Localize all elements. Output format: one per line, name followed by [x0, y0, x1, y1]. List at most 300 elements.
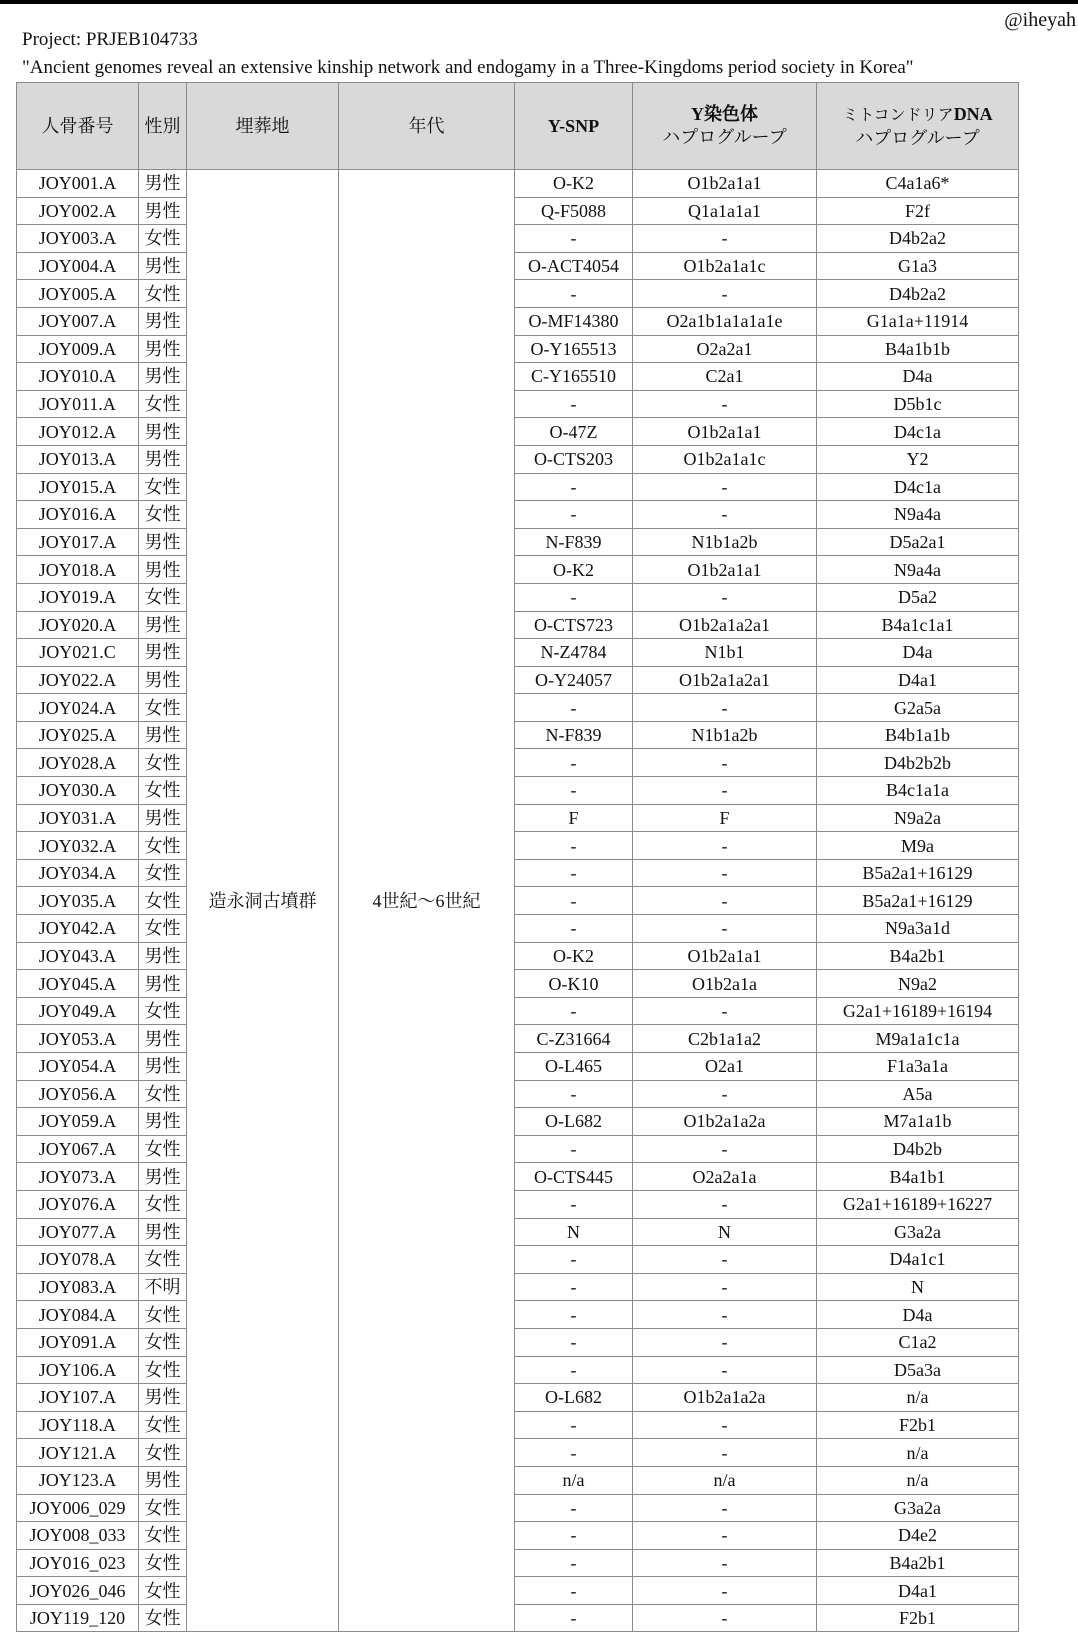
cell-mt-haplogroup: D4a: [817, 363, 1019, 391]
cell-sex: 女性: [139, 1328, 187, 1356]
cell-y-snp: -: [515, 1494, 633, 1522]
cell-mt-haplogroup: G3a2a: [817, 1494, 1019, 1522]
cell-mt-haplogroup: D4a1: [817, 1577, 1019, 1605]
cell-y-haplogroup: -: [633, 1604, 817, 1632]
cell-sex: 女性: [139, 1494, 187, 1522]
cell-y-snp: -: [515, 390, 633, 418]
cell-sex: 男性: [139, 363, 187, 391]
cell-mt-haplogroup: G3a2a: [817, 1218, 1019, 1246]
cell-mt-haplogroup: C4a1a6*: [817, 170, 1019, 198]
cell-sex: 女性: [139, 1135, 187, 1163]
cell-mt-haplogroup: n/a: [817, 1439, 1019, 1467]
cell-sex: 女性: [139, 694, 187, 722]
cell-y-haplogroup: -: [633, 859, 817, 887]
cell-specimen-id: JOY123.A: [17, 1466, 139, 1494]
cell-y-snp: -: [515, 915, 633, 943]
cell-y-haplogroup: -: [633, 1246, 817, 1274]
cell-sex: 女性: [139, 280, 187, 308]
cell-sex: 男性: [139, 639, 187, 667]
col-header-y-snp: Y-SNP: [515, 83, 633, 170]
cell-specimen-id: JOY031.A: [17, 804, 139, 832]
cell-y-snp: O-K2: [515, 942, 633, 970]
cell-mt-haplogroup: n/a: [817, 1384, 1019, 1412]
table-row: [17, 583, 1019, 611]
cell-y-haplogroup: -: [633, 1328, 817, 1356]
table-row: [17, 1604, 1019, 1632]
cell-y-haplogroup: -: [633, 997, 817, 1025]
cell-y-snp: -: [515, 1246, 633, 1274]
cell-y-snp: O-Y24057: [515, 666, 633, 694]
cell-y-snp: -: [515, 887, 633, 915]
cell-specimen-id: JOY025.A: [17, 721, 139, 749]
cell-sex: 男性: [139, 611, 187, 639]
table-row: [17, 1108, 1019, 1136]
cell-specimen-id: JOY073.A: [17, 1163, 139, 1191]
table-row: [17, 1053, 1019, 1081]
cell-sex: 女性: [139, 583, 187, 611]
cell-sex: 男性: [139, 970, 187, 998]
table-row: [17, 1577, 1019, 1605]
cell-sex: 女性: [139, 997, 187, 1025]
cell-mt-haplogroup: M9a: [817, 832, 1019, 860]
cell-specimen-id: JOY107.A: [17, 1384, 139, 1412]
cell-specimen-id: JOY011.A: [17, 390, 139, 418]
cell-specimen-id: JOY076.A: [17, 1190, 139, 1218]
cell-sex: 女性: [139, 225, 187, 253]
table-row: [17, 390, 1019, 418]
cell-y-snp: O-CTS203: [515, 445, 633, 473]
table-row: [17, 528, 1019, 556]
cell-sex: 女性: [139, 1604, 187, 1632]
cell-y-snp: -: [515, 1273, 633, 1301]
cell-y-snp: C-Y165510: [515, 363, 633, 391]
table-row: [17, 501, 1019, 529]
table-row: [17, 363, 1019, 391]
cell-y-haplogroup: N1b1a2b: [633, 721, 817, 749]
cell-specimen-id: JOY016_023: [17, 1549, 139, 1577]
cell-y-snp: n/a: [515, 1466, 633, 1494]
cell-sex: 男性: [139, 418, 187, 446]
cell-specimen-id: JOY119_120: [17, 1604, 139, 1632]
cell-mt-haplogroup: F2b1: [817, 1604, 1019, 1632]
cell-y-snp: -: [515, 1522, 633, 1550]
cell-mt-haplogroup: B4a2b1: [817, 942, 1019, 970]
cell-y-snp: O-CTS723: [515, 611, 633, 639]
cell-specimen-id: JOY042.A: [17, 915, 139, 943]
cell-y-snp: -: [515, 1604, 633, 1632]
cell-y-snp: -: [515, 1577, 633, 1605]
cell-y-snp: N-F839: [515, 528, 633, 556]
table-row: [17, 915, 1019, 943]
cell-sex: 女性: [139, 1522, 187, 1550]
cell-y-haplogroup: O1b2a1a2a1: [633, 666, 817, 694]
project-id: Project: PRJEB104733: [22, 29, 198, 50]
cell-sex: 男性: [139, 1025, 187, 1053]
cell-y-haplogroup: -: [633, 777, 817, 805]
cell-mt-haplogroup: B5a2a1+16129: [817, 859, 1019, 887]
cell-y-haplogroup: O1b2a1a1: [633, 418, 817, 446]
cell-mt-haplogroup: D4b2b: [817, 1135, 1019, 1163]
cell-sex: 女性: [139, 1301, 187, 1329]
cell-sex: 男性: [139, 1163, 187, 1191]
cell-sex: 女性: [139, 859, 187, 887]
col-header-y-haplogroup-line1: Y染色体: [691, 104, 758, 124]
cell-mt-haplogroup: D4b2a2: [817, 225, 1019, 253]
table-row: [17, 749, 1019, 777]
cell-y-snp: -: [515, 1190, 633, 1218]
cell-specimen-id: JOY001.A: [17, 170, 139, 198]
cell-y-snp: O-Y165513: [515, 335, 633, 363]
cell-sex: 男性: [139, 721, 187, 749]
cell-mt-haplogroup: D4e2: [817, 1522, 1019, 1550]
col-header-specimen-id: 人骨番号: [17, 83, 139, 170]
cell-y-snp: -: [515, 1328, 633, 1356]
cell-mt-haplogroup: D5a2: [817, 583, 1019, 611]
col-header-mt-line2: ハプログループ: [855, 127, 980, 148]
cell-specimen-id: JOY003.A: [17, 225, 139, 253]
cell-specimen-id: JOY012.A: [17, 418, 139, 446]
table-row: [17, 225, 1019, 253]
cell-mt-haplogroup: B4a1c1a1: [817, 611, 1019, 639]
table-row: [17, 804, 1019, 832]
cell-y-haplogroup: N1b1: [633, 639, 817, 667]
cell-y-haplogroup: O1b2a1a2a1: [633, 611, 817, 639]
cell-y-snp: O-CTS445: [515, 1163, 633, 1191]
cell-y-haplogroup: O1b2a1a2a: [633, 1384, 817, 1412]
cell-y-haplogroup: -: [633, 749, 817, 777]
cell-y-haplogroup: -: [633, 1135, 817, 1163]
cell-sex: 女性: [139, 1080, 187, 1108]
cell-mt-haplogroup: D5a3a: [817, 1356, 1019, 1384]
table-row: [17, 639, 1019, 667]
cell-specimen-id: JOY121.A: [17, 1439, 139, 1467]
table-row: [17, 1549, 1019, 1577]
cell-mt-haplogroup: G1a3: [817, 252, 1019, 280]
table-row: [17, 611, 1019, 639]
table-row: [17, 970, 1019, 998]
cell-mt-haplogroup: B4b1a1b: [817, 721, 1019, 749]
author-handle: @iheyah: [1004, 9, 1076, 31]
cell-sex: 男性: [139, 307, 187, 335]
col-header-y-haplogroup: [633, 83, 817, 170]
cell-specimen-id: JOY020.A: [17, 611, 139, 639]
cell-y-haplogroup: O1b2a1a2a: [633, 1108, 817, 1136]
cell-specimen-id: JOY056.A: [17, 1080, 139, 1108]
cell-y-snp: -: [515, 1301, 633, 1329]
cell-specimen-id: JOY034.A: [17, 859, 139, 887]
cell-y-haplogroup: O1b2a1a: [633, 970, 817, 998]
cell-mt-haplogroup: D4a1c1: [817, 1246, 1019, 1274]
cell-y-haplogroup: -: [633, 1080, 817, 1108]
table-row: [17, 1439, 1019, 1467]
cell-sex: 女性: [139, 1246, 187, 1274]
cell-y-haplogroup: -: [633, 390, 817, 418]
cell-y-haplogroup: -: [633, 1577, 817, 1605]
cell-sex: 男性: [139, 1384, 187, 1412]
cell-specimen-id: JOY015.A: [17, 473, 139, 501]
cell-mt-haplogroup: B4a1b1: [817, 1163, 1019, 1191]
cell-mt-haplogroup: F1a3a1a: [817, 1053, 1019, 1081]
top-border: [0, 0, 1078, 4]
cell-y-haplogroup: -: [633, 1522, 817, 1550]
cell-specimen-id: JOY016.A: [17, 501, 139, 529]
cell-mt-haplogroup: Y2: [817, 445, 1019, 473]
cell-specimen-id: JOY005.A: [17, 280, 139, 308]
col-header-period: 年代: [339, 83, 515, 170]
cell-specimen-id: JOY030.A: [17, 777, 139, 805]
cell-specimen-id: JOY083.A: [17, 1273, 139, 1301]
cell-y-haplogroup: n/a: [633, 1466, 817, 1494]
cell-specimen-id: JOY013.A: [17, 445, 139, 473]
table-row: [17, 1384, 1019, 1412]
table-row: [17, 1522, 1019, 1550]
cell-mt-haplogroup: D4a: [817, 639, 1019, 667]
cell-y-haplogroup: O1b2a1a1c: [633, 252, 817, 280]
cell-mt-haplogroup: N9a2: [817, 970, 1019, 998]
cell-y-haplogroup: O2a2a1a: [633, 1163, 817, 1191]
table-row: [17, 777, 1019, 805]
table-row: [17, 721, 1019, 749]
table-row: [17, 1163, 1019, 1191]
table-row: [17, 694, 1019, 722]
cell-mt-haplogroup: N9a4a: [817, 501, 1019, 529]
cell-specimen-id: JOY022.A: [17, 666, 139, 694]
table-row: [17, 887, 1019, 915]
cell-y-haplogroup: O2a2a1: [633, 335, 817, 363]
cell-y-haplogroup: -: [633, 583, 817, 611]
cell-y-snp: -: [515, 1439, 633, 1467]
cell-y-haplogroup: -: [633, 1439, 817, 1467]
cell-mt-haplogroup: M9a1a1c1a: [817, 1025, 1019, 1053]
cell-specimen-id: JOY017.A: [17, 528, 139, 556]
col-header-y-haplogroup-line2: ハプログループ: [662, 127, 787, 147]
cell-mt-haplogroup: D4c1a: [817, 473, 1019, 501]
table-row: [17, 1466, 1019, 1494]
cell-y-snp: Q-F5088: [515, 197, 633, 225]
cell-y-snp: N: [515, 1218, 633, 1246]
cell-sex: 女性: [139, 473, 187, 501]
cell-specimen-id: JOY054.A: [17, 1053, 139, 1081]
cell-specimen-id: JOY028.A: [17, 749, 139, 777]
cell-sex: 男性: [139, 197, 187, 225]
cell-mt-haplogroup: B4a2b1: [817, 1549, 1019, 1577]
cell-specimen-id: JOY106.A: [17, 1356, 139, 1384]
cell-sex: 女性: [139, 887, 187, 915]
cell-y-haplogroup: -: [633, 1494, 817, 1522]
cell-sex: 女性: [139, 1549, 187, 1577]
cell-y-snp: O-K2: [515, 556, 633, 584]
table-row: [17, 252, 1019, 280]
cell-specimen-id: JOY078.A: [17, 1246, 139, 1274]
cell-y-haplogroup: -: [633, 473, 817, 501]
cell-y-haplogroup: -: [633, 1190, 817, 1218]
cell-specimen-id: JOY021.C: [17, 639, 139, 667]
cell-y-snp: O-L682: [515, 1108, 633, 1136]
cell-specimen-id: JOY009.A: [17, 335, 139, 363]
cell-sex: 女性: [139, 777, 187, 805]
table-row: [17, 445, 1019, 473]
cell-y-haplogroup: -: [633, 501, 817, 529]
cell-y-snp: O-L465: [515, 1053, 633, 1081]
cell-specimen-id: JOY067.A: [17, 1135, 139, 1163]
cell-y-snp: -: [515, 501, 633, 529]
cell-specimen-id: JOY118.A: [17, 1411, 139, 1439]
cell-sex: 女性: [139, 1577, 187, 1605]
cell-mt-haplogroup: D4a1: [817, 666, 1019, 694]
cell-y-haplogroup: F: [633, 804, 817, 832]
cell-y-haplogroup: N: [633, 1218, 817, 1246]
cell-y-haplogroup: -: [633, 694, 817, 722]
cell-mt-haplogroup: M7a1a1b: [817, 1108, 1019, 1136]
cell-specimen-id: JOY077.A: [17, 1218, 139, 1246]
cell-mt-haplogroup: B4c1a1a: [817, 777, 1019, 805]
cell-specimen-id: JOY004.A: [17, 252, 139, 280]
cell-y-haplogroup: -: [633, 832, 817, 860]
cell-specimen-id: JOY059.A: [17, 1108, 139, 1136]
cell-specimen-id: JOY002.A: [17, 197, 139, 225]
cell-mt-haplogroup: N9a3a1d: [817, 915, 1019, 943]
cell-specimen-id: JOY006_029: [17, 1494, 139, 1522]
cell-y-snp: -: [515, 997, 633, 1025]
cell-y-haplogroup: -: [633, 1301, 817, 1329]
table-row: [17, 1411, 1019, 1439]
cell-y-snp: -: [515, 1356, 633, 1384]
cell-specimen-id: JOY084.A: [17, 1301, 139, 1329]
cell-y-haplogroup: O1b2a1a1: [633, 556, 817, 584]
cell-specimen-id: JOY007.A: [17, 307, 139, 335]
table-row: [17, 197, 1019, 225]
table-row: [17, 1273, 1019, 1301]
table-row: [17, 997, 1019, 1025]
cell-sex: 女性: [139, 915, 187, 943]
cell-y-haplogroup: Q1a1a1a1: [633, 197, 817, 225]
burial-site-cell: 造永洞古墳群: [187, 170, 339, 1632]
cell-mt-haplogroup: D4b2a2: [817, 280, 1019, 308]
cell-sex: 女性: [139, 749, 187, 777]
cell-y-snp: -: [515, 749, 633, 777]
cell-y-snp: -: [515, 694, 633, 722]
cell-specimen-id: JOY053.A: [17, 1025, 139, 1053]
table-row: [17, 1190, 1019, 1218]
cell-specimen-id: JOY026_046: [17, 1577, 139, 1605]
cell-y-haplogroup: -: [633, 915, 817, 943]
cell-sex: 男性: [139, 1466, 187, 1494]
table-row: [17, 335, 1019, 363]
cell-y-haplogroup: -: [633, 225, 817, 253]
cell-y-snp: O-L682: [515, 1384, 633, 1412]
cell-y-snp: O-K10: [515, 970, 633, 998]
cell-mt-haplogroup: N9a2a: [817, 804, 1019, 832]
cell-sex: 男性: [139, 666, 187, 694]
col-header-sex: 性別: [139, 83, 187, 170]
cell-sex: 女性: [139, 1411, 187, 1439]
cell-mt-haplogroup: D4b2b2b: [817, 749, 1019, 777]
cell-sex: 男性: [139, 252, 187, 280]
cell-mt-haplogroup: D4a: [817, 1301, 1019, 1329]
cell-y-haplogroup: O1b2a1a1c: [633, 445, 817, 473]
cell-mt-haplogroup: G2a5a: [817, 694, 1019, 722]
cell-sex: 男性: [139, 528, 187, 556]
cell-specimen-id: JOY091.A: [17, 1328, 139, 1356]
cell-y-snp: -: [515, 1135, 633, 1163]
cell-specimen-id: JOY008_033: [17, 1522, 139, 1550]
cell-sex: 男性: [139, 170, 187, 198]
table-row: [17, 170, 1019, 198]
cell-sex: 女性: [139, 1190, 187, 1218]
cell-sex: 男性: [139, 1218, 187, 1246]
cell-y-snp: N-F839: [515, 721, 633, 749]
haplogroup-table: [16, 82, 1019, 1632]
cell-y-snp: O-47Z: [515, 418, 633, 446]
table-row: [17, 307, 1019, 335]
col-header-mt-line1a: ミトコンドリア: [842, 106, 954, 124]
cell-sex: 男性: [139, 335, 187, 363]
col-header-mt-haplogroup: [817, 83, 1019, 170]
cell-y-snp: -: [515, 225, 633, 253]
cell-mt-haplogroup: B4a1b1b: [817, 335, 1019, 363]
cell-mt-haplogroup: C1a2: [817, 1328, 1019, 1356]
cell-y-haplogroup: N1b1a2b: [633, 528, 817, 556]
cell-specimen-id: JOY024.A: [17, 694, 139, 722]
cell-sex: 女性: [139, 1356, 187, 1384]
cell-sex: 女性: [139, 832, 187, 860]
cell-y-haplogroup: O1b2a1a1: [633, 170, 817, 198]
col-header-mt-line1b: DNA: [953, 103, 993, 124]
cell-mt-haplogroup: G2a1+16189+16194: [817, 997, 1019, 1025]
cell-mt-haplogroup: B5a2a1+16129: [817, 887, 1019, 915]
cell-y-snp: -: [515, 1549, 633, 1577]
cell-y-snp: -: [515, 777, 633, 805]
cell-y-snp: -: [515, 859, 633, 887]
cell-mt-haplogroup: n/a: [817, 1466, 1019, 1494]
cell-specimen-id: JOY019.A: [17, 583, 139, 611]
cell-y-snp: O-MF14380: [515, 307, 633, 335]
table-row: [17, 473, 1019, 501]
cell-y-haplogroup: -: [633, 1549, 817, 1577]
cell-y-haplogroup: C2b1a1a2: [633, 1025, 817, 1053]
cell-sex: 男性: [139, 1053, 187, 1081]
cell-y-snp: O-K2: [515, 170, 633, 198]
cell-sex: 女性: [139, 1439, 187, 1467]
table-row: [17, 1356, 1019, 1384]
cell-specimen-id: JOY010.A: [17, 363, 139, 391]
paper-title: "Ancient genomes reveal an extensive kinship network and endogamy in a Three-Kingdoms period society in Korea": [22, 57, 914, 78]
cell-y-haplogroup: -: [633, 1356, 817, 1384]
cell-mt-haplogroup: G2a1+16189+16227: [817, 1190, 1019, 1218]
cell-y-snp: -: [515, 280, 633, 308]
cell-mt-haplogroup: F2b1: [817, 1411, 1019, 1439]
table-row: [17, 1135, 1019, 1163]
cell-y-haplogroup: -: [633, 280, 817, 308]
cell-mt-haplogroup: A5a: [817, 1080, 1019, 1108]
table-row: [17, 280, 1019, 308]
cell-specimen-id: JOY043.A: [17, 942, 139, 970]
cell-y-haplogroup: C2a1: [633, 363, 817, 391]
cell-sex: 女性: [139, 501, 187, 529]
cell-mt-haplogroup: D5a2a1: [817, 528, 1019, 556]
col-header-burial-site: 埋葬地: [187, 83, 339, 170]
cell-y-snp: -: [515, 832, 633, 860]
cell-mt-haplogroup: D5b1c: [817, 390, 1019, 418]
cell-y-haplogroup: O2a1b1a1a1a1e: [633, 307, 817, 335]
cell-sex: 男性: [139, 804, 187, 832]
cell-y-snp: -: [515, 583, 633, 611]
table-row: [17, 1080, 1019, 1108]
table-row: [17, 556, 1019, 584]
table-row: [17, 1025, 1019, 1053]
cell-y-haplogroup: -: [633, 1273, 817, 1301]
cell-y-snp: -: [515, 473, 633, 501]
